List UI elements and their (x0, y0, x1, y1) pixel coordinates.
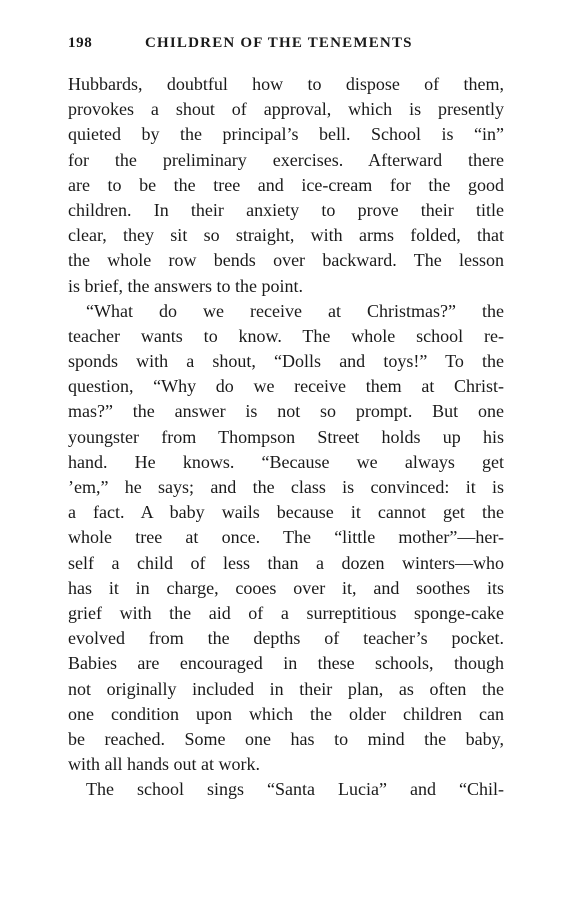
text-line: whole tree at once. The “little mother”—her- (68, 527, 504, 548)
text-line: self a child of less than a dozen winters—who (68, 552, 504, 573)
text-line: for the preliminary exercises. Afterward there (68, 149, 504, 170)
text-line: Hubbards, doubtful how to dispose of them, (68, 74, 504, 94)
text-line: clear, they sit so straight, with arms folded, that (68, 225, 504, 246)
text-line: ’em,” he says; and the class is convinced: it is (68, 477, 504, 497)
text-line: grief with the aid of a surreptitious sponge-cake (68, 602, 504, 623)
text-line: The school sings “Santa Lucia” and “Chil- (86, 779, 504, 800)
text-line: be reached. Some one has to mind the baby, (68, 728, 504, 749)
text-line: quieted by the principal’s bell. School is “in” (68, 124, 504, 145)
text-line: hand. He knows. “Because we always get (68, 451, 504, 472)
text-line: youngster from Thompson Street holds up his (68, 426, 504, 447)
text-line: not originally included in their plan, as often the (68, 678, 504, 699)
body-text (68, 72, 504, 802)
text-line: with all hands out at work. (68, 754, 260, 775)
text-line: sponds with a shout, “Dolls and toys!” To the (68, 351, 504, 372)
text-line: has it in charge, cooes over it, and soothes its (68, 577, 504, 598)
text-line: teacher wants to know. The whole school re- (68, 325, 504, 346)
text-line: mas?” the answer is not so prompt. But one (68, 401, 504, 422)
text-line: Babies are encouraged in these schools, though (68, 653, 504, 674)
text-line: is brief, the answers to the point. (68, 275, 303, 296)
text-line: children. In their anxiety to prove their title (68, 199, 504, 220)
page-number: 198 (68, 35, 93, 51)
text-line: are to be the tree and ice-cream for the good (68, 174, 504, 195)
text-line: one condition upon which the older children can (68, 703, 504, 724)
text-line: a fact. A baby wails because it cannot get the (68, 502, 504, 523)
text-line: “What do we receive at Christmas?” the (86, 300, 504, 321)
text-line: provokes a shout of approval, which is presently (68, 99, 504, 120)
text-line: evolved from the depths of teacher’s pocket. (68, 628, 504, 649)
text-line: question, “Why do we receive them at Christ- (68, 376, 504, 397)
running-head (68, 35, 504, 57)
text-line: the whole row bends over backward. The lesson (68, 250, 504, 271)
running-title: CHILDREN OF THE TENEMENTS (145, 35, 413, 51)
